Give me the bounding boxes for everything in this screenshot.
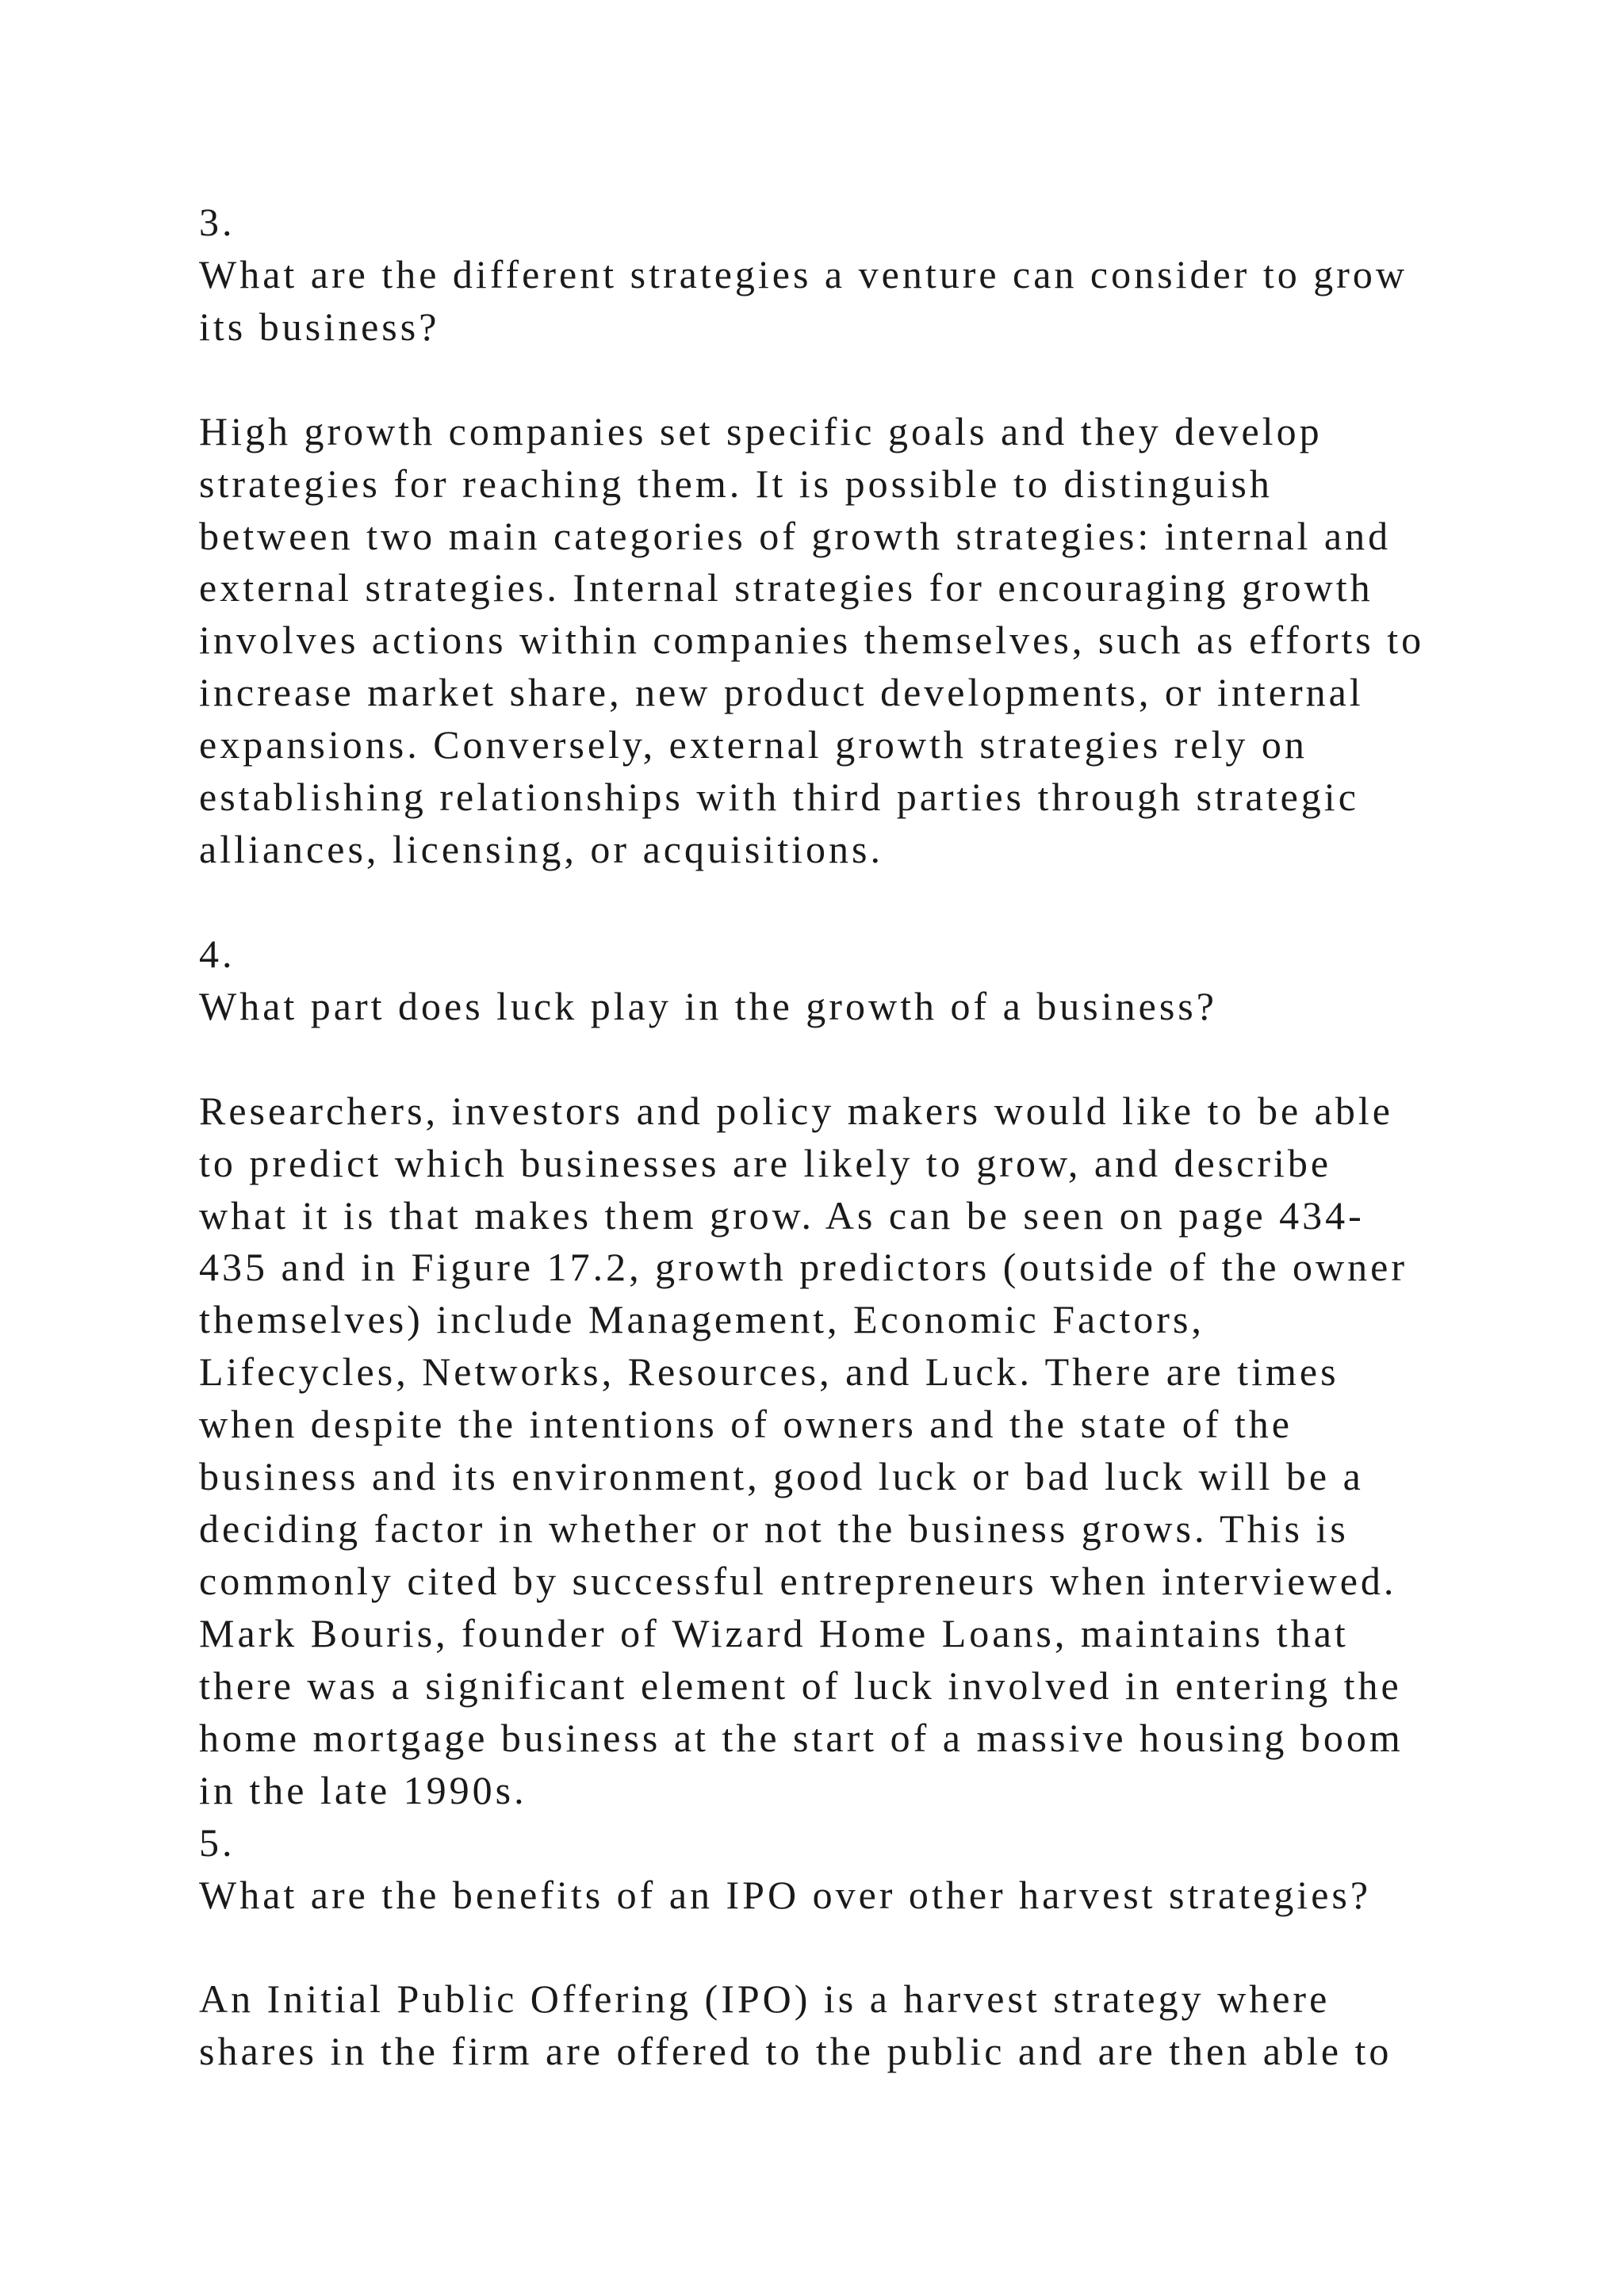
blank-line [199,354,1595,406]
answer-text-line: Lifecycles, Networks, Resources, and Luck. There are times [199,1349,1339,1395]
answer-text-line: to predict which businesses are likely to grow, and describe [199,1140,1332,1185]
answer-text-line: themselves) include Management, Economic Factors, [199,1297,1205,1342]
answer-text-line: strategies for reaching them. It is possible to distinguish [199,461,1273,506]
answer-text-line: alliances, licensing, or acquisitions. [199,827,883,872]
answer-text-line: there was a significant element of luck involved in entering the [199,1663,1402,1708]
answer-text-line: involves actions within companies themselves, such as efforts to [199,618,1425,663]
blank-line [199,1033,1595,1085]
answer-text-line: High growth companies set specific goals and they develop [199,408,1323,453]
question-number: 4. [199,931,236,976]
blank-line [199,876,1595,928]
answer-text-line: commonly cited by successful entrepreneurs when interviewed. [199,1558,1397,1603]
question-text-line: What are the different strategies a venture can consider to grow [199,251,1408,297]
answer-text-line: external strategies. Internal strategies for encouraging growth [199,565,1373,610]
answer-text-line: in the late 1990s. [199,1767,527,1812]
answer-text-line: Mark Bouris, founder of Wizard Home Loans, maintains that [199,1610,1349,1655]
answer-text-line: home mortgage business at the start of a massive housing boom [199,1715,1404,1760]
answer-text-line: establishing relationships with third parties through strategic [199,775,1359,820]
question-number: 3. [199,200,236,244]
question-number: 5. [199,1820,236,1865]
answer-text-line: Researchers, investors and policy makers would like to be able [199,1088,1393,1133]
answer-text-line: 435 and in Figure 17.2, growth predictors (outside of the owner [199,1245,1408,1290]
answer-text-line: shares in the firm are offered to the public and are then able to [199,2029,1392,2074]
blank-line [199,1921,1595,1973]
question-text-line: What are the benefits of an IPO over other harvest strategies? [199,1872,1372,1917]
answer-text-line: when despite the intentions of owners and the state of the [199,1402,1293,1447]
answer-text-line: what it is that makes them grow. As can be seen on page 434- [199,1192,1365,1238]
question-text-line: its business? [199,304,440,349]
answer-text-line: increase market share, new product developments, or internal [199,670,1364,715]
question-text-line: What part does luck play in the growth of a business? [199,983,1217,1028]
answer-text-line: expansions. Conversely, external growth strategies rely on [199,722,1308,767]
answer-text-line: business and its environment, good luck or bad luck will be a [199,1454,1364,1499]
answer-text-line: An Initial Public Offering (IPO) is a harvest strategy where [199,1976,1331,2022]
answer-text-line: deciding factor in whether or not the business grows. This is [199,1506,1349,1552]
answer-text-line: between two main categories of growth strategies: internal and [199,513,1392,558]
document-body [199,197,1595,2078]
